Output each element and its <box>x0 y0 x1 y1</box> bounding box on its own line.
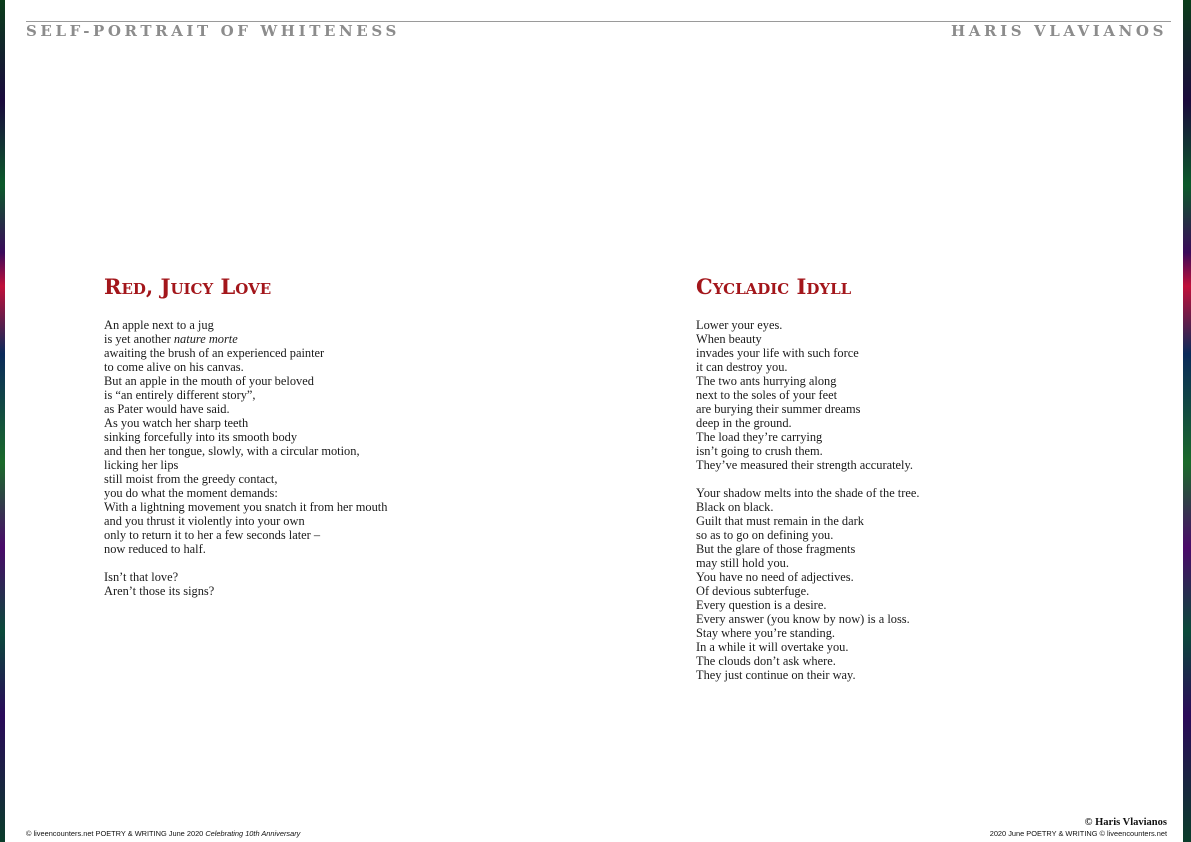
poem-line: only to return it to her a few seconds later – <box>104 528 321 542</box>
poem-line: licking her lips <box>104 458 179 472</box>
poem-line: Every answer (you know by now) is a loss. <box>696 612 910 626</box>
poem-red-juicy-love <box>104 274 387 612</box>
header-author-name: HARIS VLAVIANOS <box>951 22 1167 40</box>
poem-line: Isn’t that love? <box>104 570 179 584</box>
poem-line: Your shadow melts into the shade of the tree. <box>696 486 920 500</box>
poem-line: now reduced to half. <box>104 542 206 556</box>
poem-line: An apple next to a jug <box>104 318 214 332</box>
poem-line: awaiting the brush of an experienced painter <box>104 346 325 360</box>
header-book-title: SELF-PORTRAIT OF WHITENESS <box>26 22 400 40</box>
poem-line: As you watch her sharp teeth <box>104 416 249 430</box>
poem-line: The two ants hurrying along <box>696 374 837 388</box>
poem-line: deep in the ground. <box>696 416 792 430</box>
poem-line <box>104 332 387 346</box>
poem-line: may still hold you. <box>696 556 789 570</box>
stanza <box>104 570 387 598</box>
poem-line: as Pater would have said. <box>104 402 230 416</box>
poem-line: In a while it will overtake you. <box>696 640 849 654</box>
poem-line: With a lightning movement you snatch it from her mouth <box>104 500 388 514</box>
poem-line: to come alive on his canvas. <box>104 360 244 374</box>
poem-body <box>696 318 919 682</box>
poem-line: isn’t going to crush them. <box>696 444 823 458</box>
footer-author-copyright: © Haris Vlavianos <box>1084 817 1167 828</box>
poem-line: Black on black. <box>696 500 774 514</box>
poem-line: You have no need of adjectives. <box>696 570 854 584</box>
poem-line: so as to go on defining you. <box>696 528 834 542</box>
poem-line: sinking forcefully into its smooth body <box>104 430 298 444</box>
footer-left-text: © liveencounters.net POETRY & WRITING June 2020 <box>26 829 206 838</box>
poem-line: But the glare of those fragments <box>696 542 856 556</box>
poem-line: still moist from the greedy contact, <box>104 472 278 486</box>
poem-line: are burying their summer dreams <box>696 402 861 416</box>
poem-line: invades your life with such force <box>696 346 859 360</box>
footer-left <box>26 829 300 838</box>
page <box>5 0 1183 842</box>
poem-line: and you thrust it violently into your own <box>104 514 305 528</box>
poem-line: The load they’re carrying <box>696 430 823 444</box>
poem-line-italic: nature morte <box>173 332 238 346</box>
poem-line: Aren’t those its signs? <box>104 584 215 598</box>
poem-line: is “an entirely different story”, <box>104 388 256 402</box>
poem-line: Guilt that must remain in the dark <box>696 514 864 528</box>
stanza <box>696 486 919 682</box>
poem-line-text: is yet another <box>104 332 174 346</box>
poem-line: When beauty <box>696 332 762 346</box>
poem-line: But an apple in the mouth of your beloved <box>104 374 314 388</box>
poem-title: Red, Juicy Love <box>104 274 272 299</box>
poem-body <box>104 318 387 598</box>
poem-line: next to the soles of your feet <box>696 388 838 402</box>
poem-line: They’ve measured their strength accurately. <box>696 458 913 472</box>
poem-title: Cycladic Idyll <box>696 274 852 299</box>
poem-cycladic-idyll <box>696 274 919 696</box>
poem-line: Lower your eyes. <box>696 318 783 332</box>
poem-line: Every question is a desire. <box>696 598 827 612</box>
stanza <box>696 318 919 472</box>
poem-line: it can destroy you. <box>696 360 788 374</box>
poem-line: you do what the moment demands: <box>104 486 278 500</box>
footer-anniversary-text: Celebrating 10th Anniversary <box>205 829 301 838</box>
poem-line: They just continue on their way. <box>696 668 856 682</box>
stanza <box>104 318 387 556</box>
poem-line: The clouds don’t ask where. <box>696 654 836 668</box>
poem-line: and then her tongue, slowly, with a circular motion, <box>104 444 360 458</box>
poem-line: Of devious subterfuge. <box>696 584 810 598</box>
poem-line: Stay where you’re standing. <box>696 626 836 640</box>
footer-right: 2020 June POETRY & WRITING © liveencounters.net <box>989 829 1167 838</box>
